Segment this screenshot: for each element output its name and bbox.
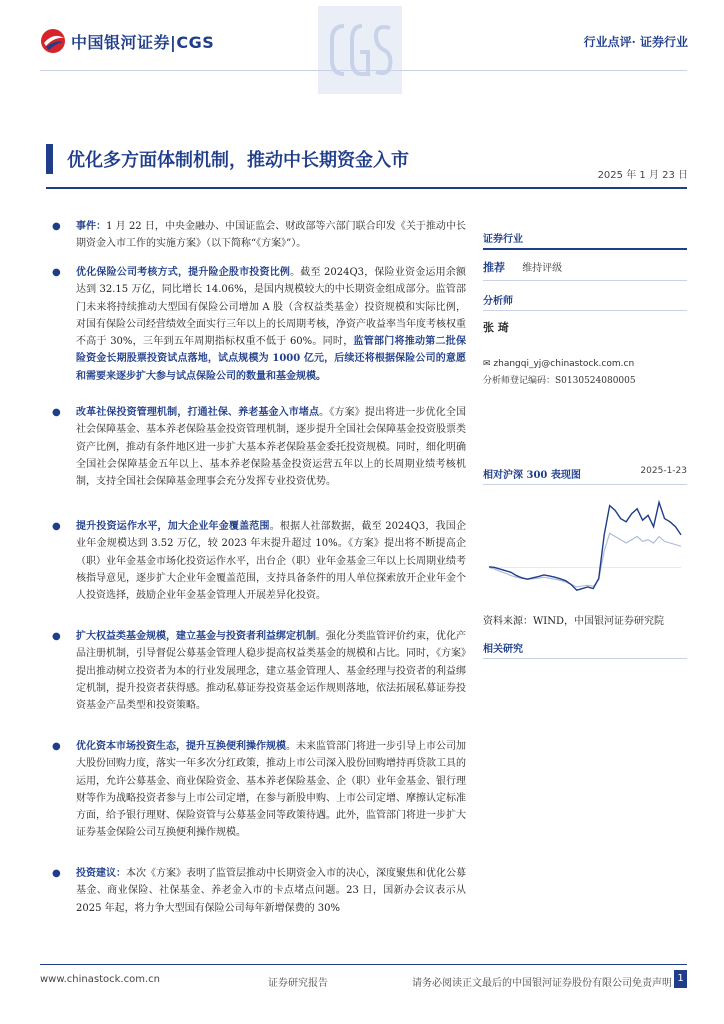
report-title: 优化多方面体制机制，推动中长期资金入市 bbox=[67, 150, 409, 171]
bullet-insurance bbox=[52, 264, 466, 385]
bullet-lead: 投资建议： bbox=[76, 868, 126, 879]
company-logo bbox=[40, 28, 214, 54]
bullet-lead: 事件： bbox=[76, 221, 107, 232]
footer-report-type: 证券研究报告 bbox=[268, 978, 328, 989]
report-date: 2025 年 1 月 23 日 bbox=[597, 170, 688, 181]
footer-divider bbox=[40, 964, 687, 965]
bullet-body: 。未来监管部门将进一步引导上市公司加大股份回购力度，落实一年多次分红政策，推动上市公司深入股份回购增持再贷款工具的运用，允许公募基金、商业保险资金、基本养老保险基金、企（职）业年金基金、银行理财等作为战略投资者参与上市公司定增，在参与新股申购、上市公司定增、摩擦认定标准方面，给予银行理财、保险资管与公募基金同等政策待遇。此外，监管部门将进一步扩大证券基金保险公司互换便利操作规模。 bbox=[76, 741, 466, 839]
bullet-dot-icon: ● bbox=[52, 221, 61, 232]
footer-disclaimer: 请务必阅读正文最后的中国银河证券股份有限公司免责声明 bbox=[412, 978, 672, 989]
bullet-dot-icon: ● bbox=[52, 741, 61, 752]
page-number: 1 bbox=[674, 970, 687, 988]
bullet-dot-icon: ● bbox=[52, 267, 61, 278]
analyst-cert: 分析师登记编码：S0130524080005 bbox=[483, 376, 636, 386]
bullet-annuity bbox=[52, 518, 466, 604]
report-category: 行业点评· 证券行业 bbox=[583, 35, 688, 49]
bullet-dot-icon: ● bbox=[52, 868, 61, 879]
bullet-body: 1 月 22 日，中央金融办、中国证监会、财政部等六部门联合印发《关于推动中长期资金入市工作的实施方案》（以下简称“《方案》”）。 bbox=[76, 221, 466, 250]
bullet-dot-icon: ● bbox=[52, 407, 61, 418]
title-divider bbox=[46, 187, 687, 189]
bullet-investment-advice bbox=[52, 865, 466, 917]
sidebar-rating bbox=[483, 259, 687, 281]
title-accent-bar bbox=[46, 144, 53, 174]
bullet-social-security bbox=[52, 404, 466, 490]
analyst-label: 分析师 bbox=[483, 292, 687, 311]
rating-value: 维持评级 bbox=[522, 263, 563, 274]
sidebar-industry bbox=[483, 230, 687, 250]
bullet-lead: 扩大权益类基金规模，建立基金与投资者利益绑定机制 bbox=[76, 631, 316, 642]
bullet-body: 。《方案》提出将进一步优化全国社会保障基金、基本养老保险基金投资管理机制，逐步提升全国社会保障基金投资股票类资产比例，推动有条件地区进一步扩大基本养老保险基金委托投资规模。同时，细化明确全国社会保障基金五年以上、基本养老保险基金投资运营五年以上的长周期业绩考核机制，支持全国社会保障基金理事会充分发挥专业投资优势。 bbox=[76, 407, 467, 488]
footer-website-link[interactable]: www.chinastock.com.cn bbox=[40, 974, 160, 985]
sidebar-analyst bbox=[483, 292, 687, 386]
chart-title: 相对沪深 300 表现图 bbox=[483, 470, 581, 481]
galaxy-logo-icon bbox=[40, 28, 66, 54]
analyst-name: 张 琦 bbox=[483, 321, 509, 334]
rating-label: 推荐 bbox=[483, 261, 505, 274]
related-research-label: 相关研究 bbox=[483, 640, 687, 659]
bullet-lead: 提升投资运作水平，加大企业年金覆盖范围 bbox=[76, 521, 270, 532]
bullet-body: 。截至 2024Q3，保险业资金运用余额达到 32.15 万亿，同比增长 14.06%，是国内规模较大的中长期资金组成部分。监管部门未来将持续推动大型国有保险公司增加 A 股（含权益类基金）投资规模和实际比例，对国有保险公司经营绩效全面实行三年以上的长周期考核，净资产收益率当年度考核权重不高于 30%，三年到五年周期指标权重不低于 60%。同时， bbox=[76, 267, 466, 348]
sidebar-related bbox=[483, 640, 687, 659]
bullet-highlight: 监管部门将推动第二批保险资金长期股票投资试点落地，试点规模为 1000 亿元，后续还将根据保险公司的意愿和需要来逐步扩大参与试点保险公司的数量和基金规模。 bbox=[76, 336, 467, 382]
cgs-watermark-icon bbox=[318, 6, 402, 94]
bullet-body: 本次《方案》表明了监管层推动中长期资金入市的决心，深度聚焦和优化公募基金、商业保险、社保基金、养老金入市的卡点堵点问题。23 日，国新办会议表示从 2025 年起，将力争大型国有保险公司每年新增保费的 30% bbox=[76, 868, 466, 914]
chart-series-2-line bbox=[489, 533, 681, 587]
bullet-body: 。强化分类监管评价约束，优化产品注册机制，引导督促公募基金管理人稳步提高权益类基金的规模和占比。同时，《方案》提出推动树立投资者为本的行业发展理念，建立基金管理人、基金经理与投资者的利益绑定机制，提升投资者获得感。推动私募证券投资基金运作规则落地，依法拓展私募证券投资基金产品类型和投资策略。 bbox=[76, 631, 466, 712]
bullet-event bbox=[52, 218, 466, 253]
bullet-lead: 优化资本市场投资生态，提升互换便利操作规模 bbox=[76, 741, 286, 752]
bullet-lead: 优化保险公司考核方式，提升险企股市投资比例 bbox=[76, 267, 291, 278]
relative-performance-chart bbox=[483, 480, 687, 620]
bullet-equity-funds bbox=[52, 628, 466, 714]
bullet-dot-icon: ● bbox=[52, 631, 61, 642]
header-divider bbox=[40, 70, 687, 71]
analyst-email: ✉ zhangqi_yj@chinastock.com.cn bbox=[483, 359, 635, 369]
bullet-body: 。根据人社部数据，截至 2024Q3，我国企业年金规模达到 3.52 万亿，较 2023 年末提升超过 10%。《方案》提出将不断提高企（职）业年金基金市场化投资运作水平，出台企（职）业年金基金三年以上长周期业绩考核指导意见，逐步扩大企业年金覆盖范围，支持具备条件的用人单位探索放开企业年金个人投资选择，鼓励企业年金基金管理人开展差异化投资。 bbox=[76, 521, 466, 602]
bullet-dot-icon: ● bbox=[52, 521, 61, 532]
industry-label: 证券行业 bbox=[483, 230, 687, 250]
logo-text: 中国银河证券|CGS bbox=[71, 32, 215, 52]
chart-date: 2025-1-23 bbox=[640, 466, 687, 476]
bullet-lead: 改革社保投资管理机制，打通社保、养老基金入市堵点 bbox=[76, 407, 320, 418]
bullet-market-ecology bbox=[52, 738, 466, 842]
chart-source: 资料来源：WIND，中国银河证券研究院 bbox=[483, 616, 664, 627]
